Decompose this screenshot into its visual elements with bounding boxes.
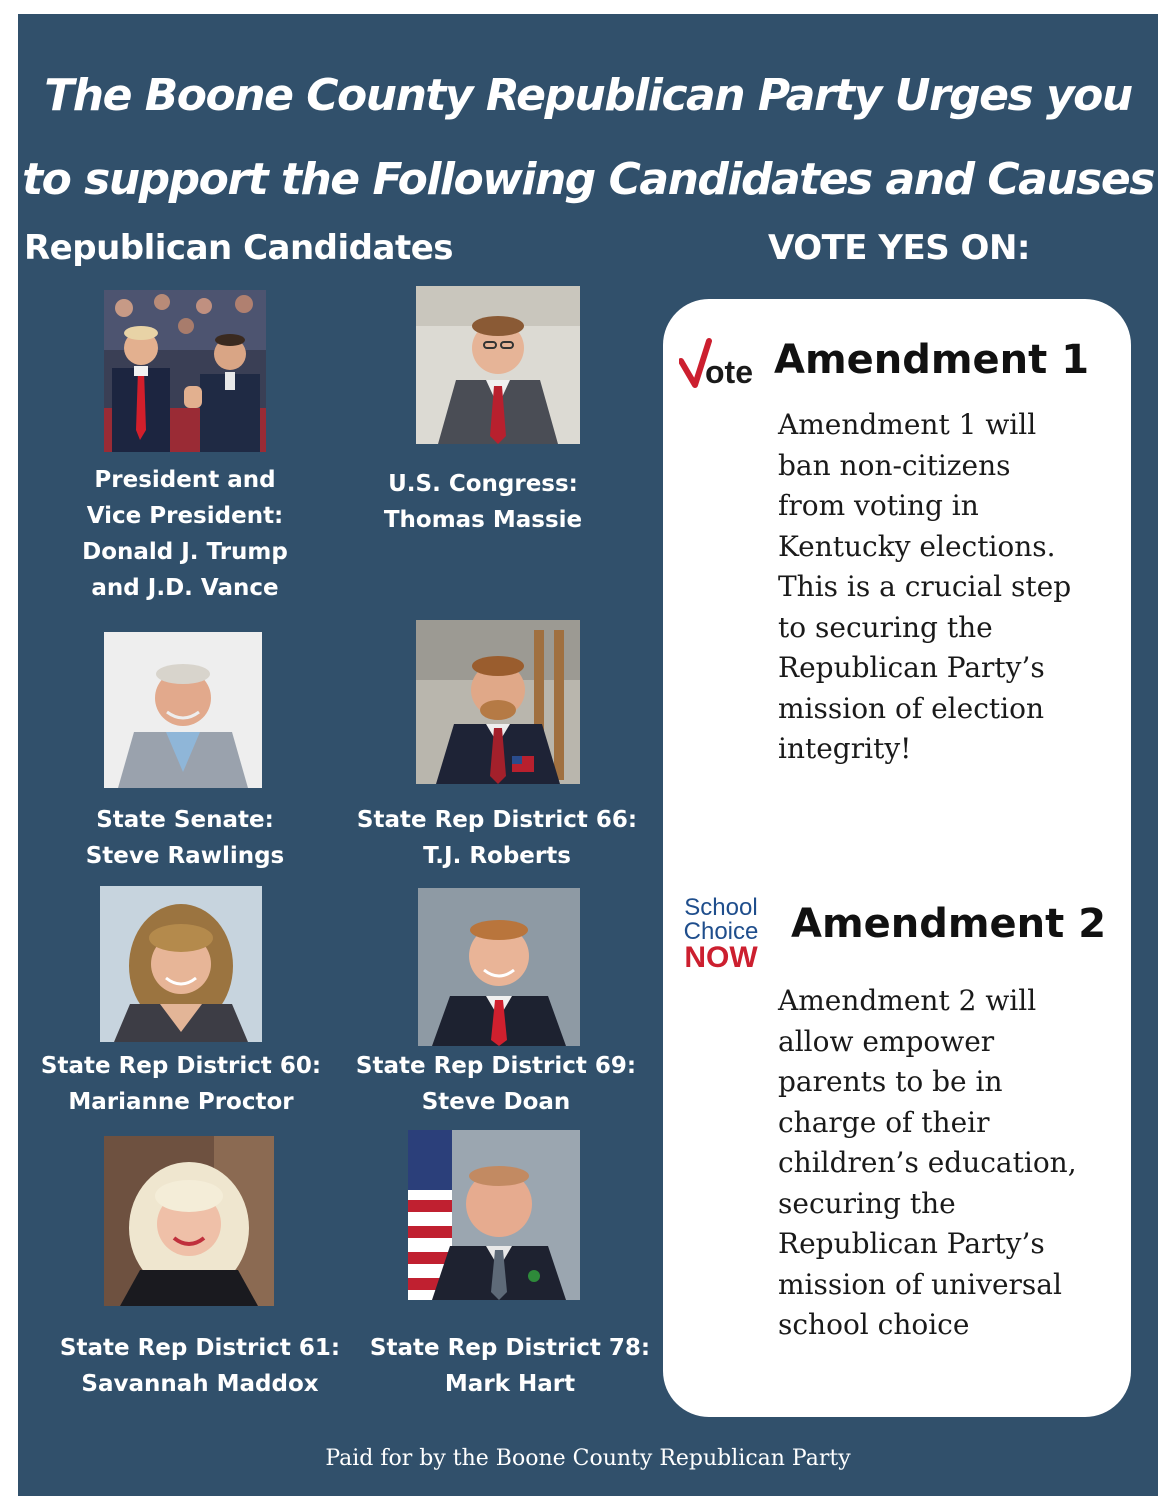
candidate-label-district-66: State Rep District 66: T.J. Roberts [356,807,638,869]
candidate-label-president: President and Vice President: Donald J. Trump and J.D. Vance [82,467,288,601]
candidate-photo-trump-vance [104,290,266,452]
amendment-2-body: Amendment 2 will allow empower parents to be in charge of their children’s education, securing the Republican Party’s mission of universal school choice [778,984,1077,1341]
candidate-photo-massie [416,286,580,444]
candidate-label-state-senate: State Senate: Steve Rawlings [85,807,285,869]
paid-for-disclaimer: Paid for by the Boone County Republican Party [325,1446,851,1471]
amendment-1-body: Amendment 1 will ban non-citizens from voting in Kentucky elections. This is a crucial step to securing the Republican Party’s mission of election integrity! [778,408,1072,765]
svg-text:School: School [684,894,758,921]
candidate-photo-rawlings [104,632,262,788]
candidate-label-district-69: State Rep District 69: Steve Doan [355,1053,637,1115]
candidates-heading: Republican Candidates [24,228,453,268]
amendment-1-title: Amendment 1 [774,337,1090,383]
vote-logo-icon [679,337,765,391]
svg-text:ote: ote [705,354,753,390]
headline-line-2: to support the Following Candidates and Causes [22,154,1154,205]
candidate-label-district-61: State Rep District 61: Savannah Maddox [59,1335,341,1397]
headline-line-1: The Boone County Republican Party Urges you [44,70,1132,121]
candidate-photo-maddox [104,1136,274,1306]
svg-text:NOW: NOW [684,941,758,973]
amendments-card [663,299,1131,1417]
school-choice-now-logo-icon [675,893,767,973]
candidate-label-district-78: State Rep District 78: Mark Hart [369,1335,651,1397]
flyer [18,14,1158,1496]
svg-text:Choice: Choice [683,918,759,945]
candidate-photo-doan [418,888,580,1046]
vote-yes-heading: VOTE YES ON: [768,228,1030,268]
candidate-photo-roberts [416,620,580,784]
candidate-photo-hart [408,1130,580,1300]
amendment-2-title: Amendment 2 [791,901,1107,947]
candidate-photo-proctor [100,886,262,1042]
candidate-label-congress: U.S. Congress: Thomas Massie [383,471,583,533]
headline [18,54,1158,222]
candidate-label-district-60: State Rep District 60: Marianne Proctor [40,1053,322,1115]
